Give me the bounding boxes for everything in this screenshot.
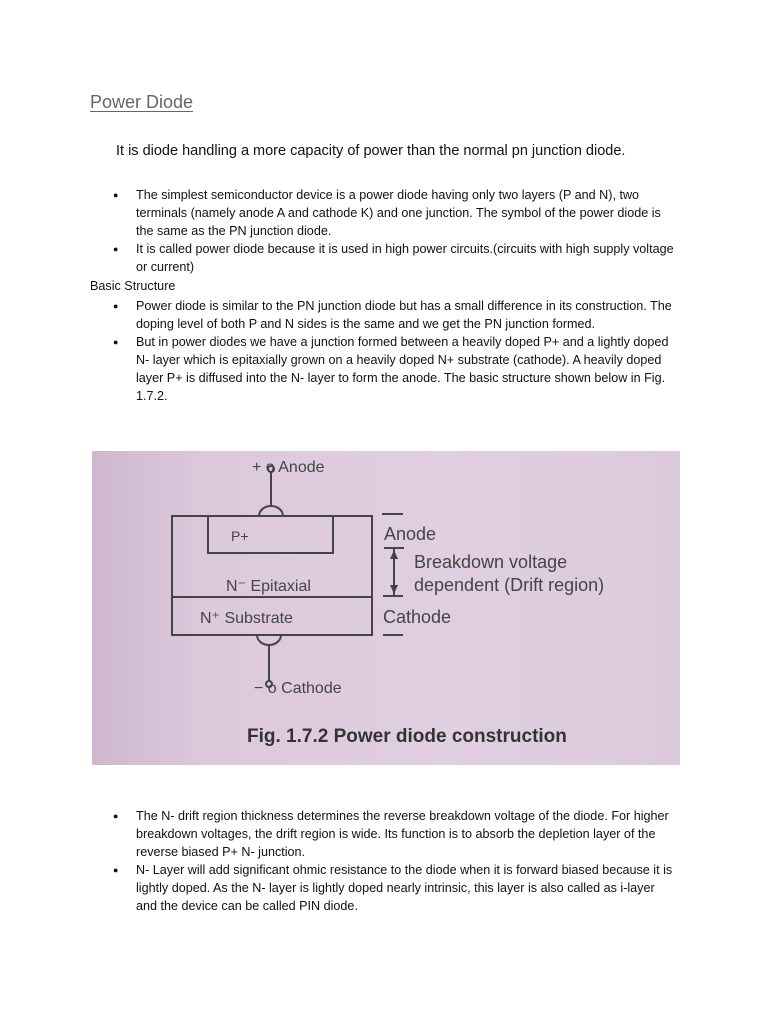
bullet-list-intro: [0, 186, 768, 276]
n-substrate-label: N⁺ Substrate: [200, 610, 293, 627]
drift-label-line2: dependent (Drift region): [414, 575, 605, 595]
list-item: ● The simplest semiconductor device is a power diode having only two layers (P and N), two terminals (namely anode A and cathode K) and one junction. The symbol of the power diode is the same as the PN junction diode.: [0, 186, 768, 240]
figure-power-diode-construction: [92, 451, 680, 765]
anode-terminal-label: + o Anode: [252, 459, 325, 476]
intro-paragraph: It is diode handling a more capacity of power than the normal pn junction diode.: [116, 143, 626, 159]
drift-label-line1: Breakdown voltage: [414, 552, 568, 572]
cathode-side-label: Cathode: [383, 607, 452, 627]
cathode-terminal-label: − o Cathode: [254, 680, 342, 697]
diode-diagram: [92, 451, 680, 765]
anode-side-label: Anode: [384, 524, 437, 544]
bullet-list-structure: [0, 297, 768, 405]
bullet-list-drift: [0, 807, 768, 915]
list-item: ● It is called power diode because it is used in high power circuits.(circuits with high supply voltage or current): [0, 240, 768, 276]
anode-contact: [259, 506, 283, 516]
cathode-contact: [257, 635, 281, 645]
section-heading: Basic Structure: [90, 279, 176, 293]
p-region-outline: [208, 516, 333, 553]
n-epitaxial-label: N⁻ Epitaxial: [226, 578, 311, 595]
p-region-label: P+: [231, 528, 249, 544]
list-item: ● But in power diodes we have a junction formed between a heavily doped P+ and a lightly doped N- layer which is epitaxially grown on a heavily doped N+ substrate (cathode). A heavily doped layer P+ is diffused into the N- layer to form the anode. The basic structure shown below in Fig. 1.7.2.: [0, 333, 768, 405]
list-item: ● N- Layer will add significant ohmic resistance to the diode when it is forward biased because it is lightly doped. As the N- layer is lightly doped nearly intrinsic, this layer is also called as i-layer and the device can be called PIN diode.: [0, 861, 768, 915]
page-title: Power Diode: [90, 92, 194, 112]
list-item: ● The N- drift region thickness determines the reverse breakdown voltage of the diode. For higher breakdown voltages, the drift region is wide. Its function is to absorb the depletion layer of the reverse biased P+ N- junction.: [0, 807, 768, 861]
figure-caption: Fig. 1.7.2 Power diode construction: [247, 726, 567, 747]
list-item: ● Power diode is similar to the PN junction diode but has a small difference in its construction. The doping level of both P and N sides is the same and we get the PN junction formed.: [0, 297, 768, 333]
